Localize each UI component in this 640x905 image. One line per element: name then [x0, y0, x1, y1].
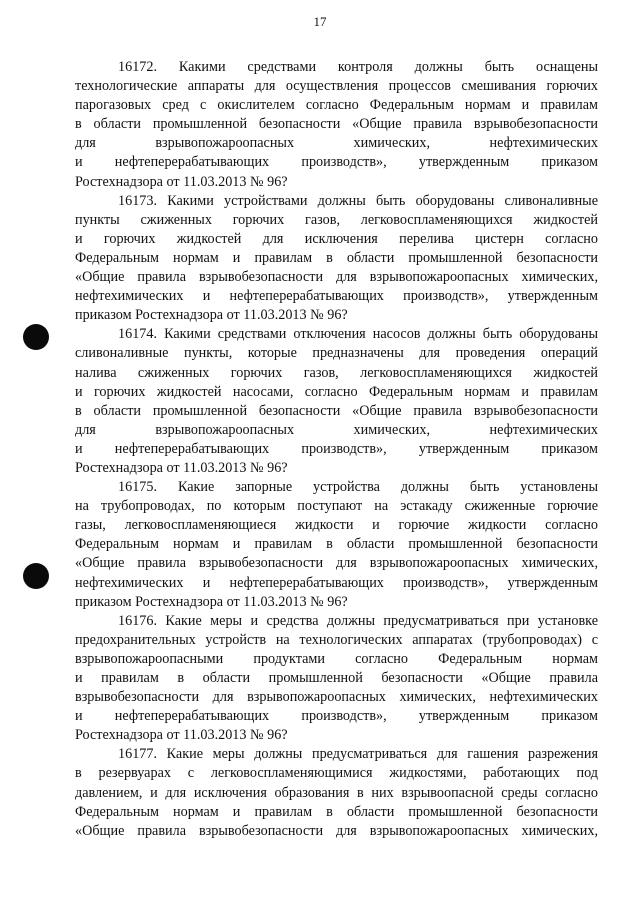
- text-line: в области промышленной безопасности «Общие правила взрывобезопасности: [75, 402, 598, 419]
- text-line: Федеральным нормам и правилам в области промышленной безопасности: [75, 803, 598, 820]
- question-16174: [75, 325, 598, 478]
- text-line: на трубопроводах, по которым поступают на эстакаду сжиженные горючие: [75, 498, 598, 515]
- text-line: в резервуарах с легковоспламеняющимися жидкостями, работающих под: [75, 765, 598, 782]
- text-line: Ростехнадзора от 11.03.2013 № 96?: [75, 727, 288, 744]
- text-line: налива сжиженных горючих газов, легковоспламеняющихся жидкостей: [75, 364, 598, 381]
- text-line: Ростехнадзора от 11.03.2013 № 96?: [75, 459, 288, 476]
- question-16172: [75, 58, 598, 192]
- text-line: 16175. Какие запорные устройства должны быть установлены: [118, 479, 598, 496]
- text-line: 16173. Какими устройствами должны быть оборудованы сливоналивные: [118, 192, 598, 209]
- text-line: и правилам в области промышленной безопасности «Общие правила: [75, 670, 598, 686]
- text-line: и горючих жидкостей насосами, согласно Федеральным нормам и правилам: [75, 383, 598, 400]
- text-line: нефтехимических и нефтеперерабатывающих производств», утвержденным: [75, 288, 598, 305]
- text-line: давлением, и для исключения образования в них взрывоопасной среды согласно: [75, 784, 598, 801]
- text-line: 16172. Какими средствами контроля должны быть оснащены: [118, 59, 598, 75]
- text-line: для взрывопожароопасных химических, нефтехимических: [75, 421, 598, 438]
- text-line: парогазовых сред с окислителем согласно Федеральным нормам и правилам: [75, 97, 598, 114]
- text-line: пункты сжиженных горючих газов, легковоспламеняющихся жидкостей: [75, 211, 598, 228]
- text-line: 16177. Какие меры должны предусматриваться для гашения разрежения: [118, 746, 598, 763]
- question-16173: [75, 192, 598, 326]
- text-line: Федеральным нормам и правилам в области промышленной безопасности: [75, 249, 598, 266]
- text-line: в области промышленной безопасности «Общие правила взрывобезопасности: [75, 116, 598, 133]
- text-line: и горючих жидкостей для исключения перелива цистерн согласно: [75, 230, 598, 247]
- text-line: и нефтеперерабатывающих производств», утвержденным приказом: [75, 440, 598, 457]
- text-line: и нефтеперерабатывающих производств», утвержденным приказом: [75, 154, 598, 171]
- text-line: газы, легковоспламеняющиеся жидкости и горючие жидкости согласно: [75, 517, 598, 534]
- text-line: приказом Ростехнадзора от 11.03.2013 № 96?: [75, 593, 348, 610]
- text-line: и нефтеперерабатывающих производств», утвержденным приказом: [75, 708, 598, 725]
- document-body: [75, 58, 598, 841]
- punch-hole: [23, 324, 49, 350]
- punch-hole: [23, 563, 49, 589]
- text-line: для взрывопожароопасных химических, нефтехимических: [75, 135, 598, 152]
- page-number: 17: [313, 14, 327, 29]
- text-line: 16174. Какими средствами отключения насосов должны быть оборудованы: [118, 326, 598, 343]
- text-line: Федеральным нормам и правилам в области промышленной безопасности: [75, 536, 598, 553]
- text-line: взрывопожароопасными продуктами согласно Федеральным нормам: [75, 650, 598, 667]
- text-line: сливоналивные пункты, которые предназначены для проведения операций: [75, 345, 598, 362]
- question-16175: [75, 478, 598, 612]
- text-line: взрывобезопасности для взрывопожароопасных химических, нефтехимических: [75, 689, 598, 706]
- text-line: приказом Ростехнадзора от 11.03.2013 № 96?: [75, 307, 348, 324]
- text-line: предохранительных устройств на технологических аппаратах (трубопроводах) с: [75, 631, 598, 648]
- text-line: «Общие правила взрывобезопасности для взрывопожароопасных химических,: [75, 269, 598, 286]
- text-line: нефтехимических и нефтеперерабатывающих производств», утвержденным: [75, 574, 598, 591]
- text-line: Ростехнадзора от 11.03.2013 № 96?: [75, 173, 288, 190]
- text-line: «Общие правила взрывобезопасности для взрывопожароопасных химических,: [75, 555, 598, 572]
- question-16177: [75, 745, 598, 840]
- text-line: технологические аппараты для осуществления процессов смешивания горючих: [75, 78, 598, 95]
- question-16176: [75, 612, 598, 746]
- text-line: 16176. Какие меры и средства должны предусматриваться при установке: [118, 612, 598, 629]
- text-line: «Общие правила взрывобезопасности для взрывопожароопасных химических,: [75, 822, 598, 839]
